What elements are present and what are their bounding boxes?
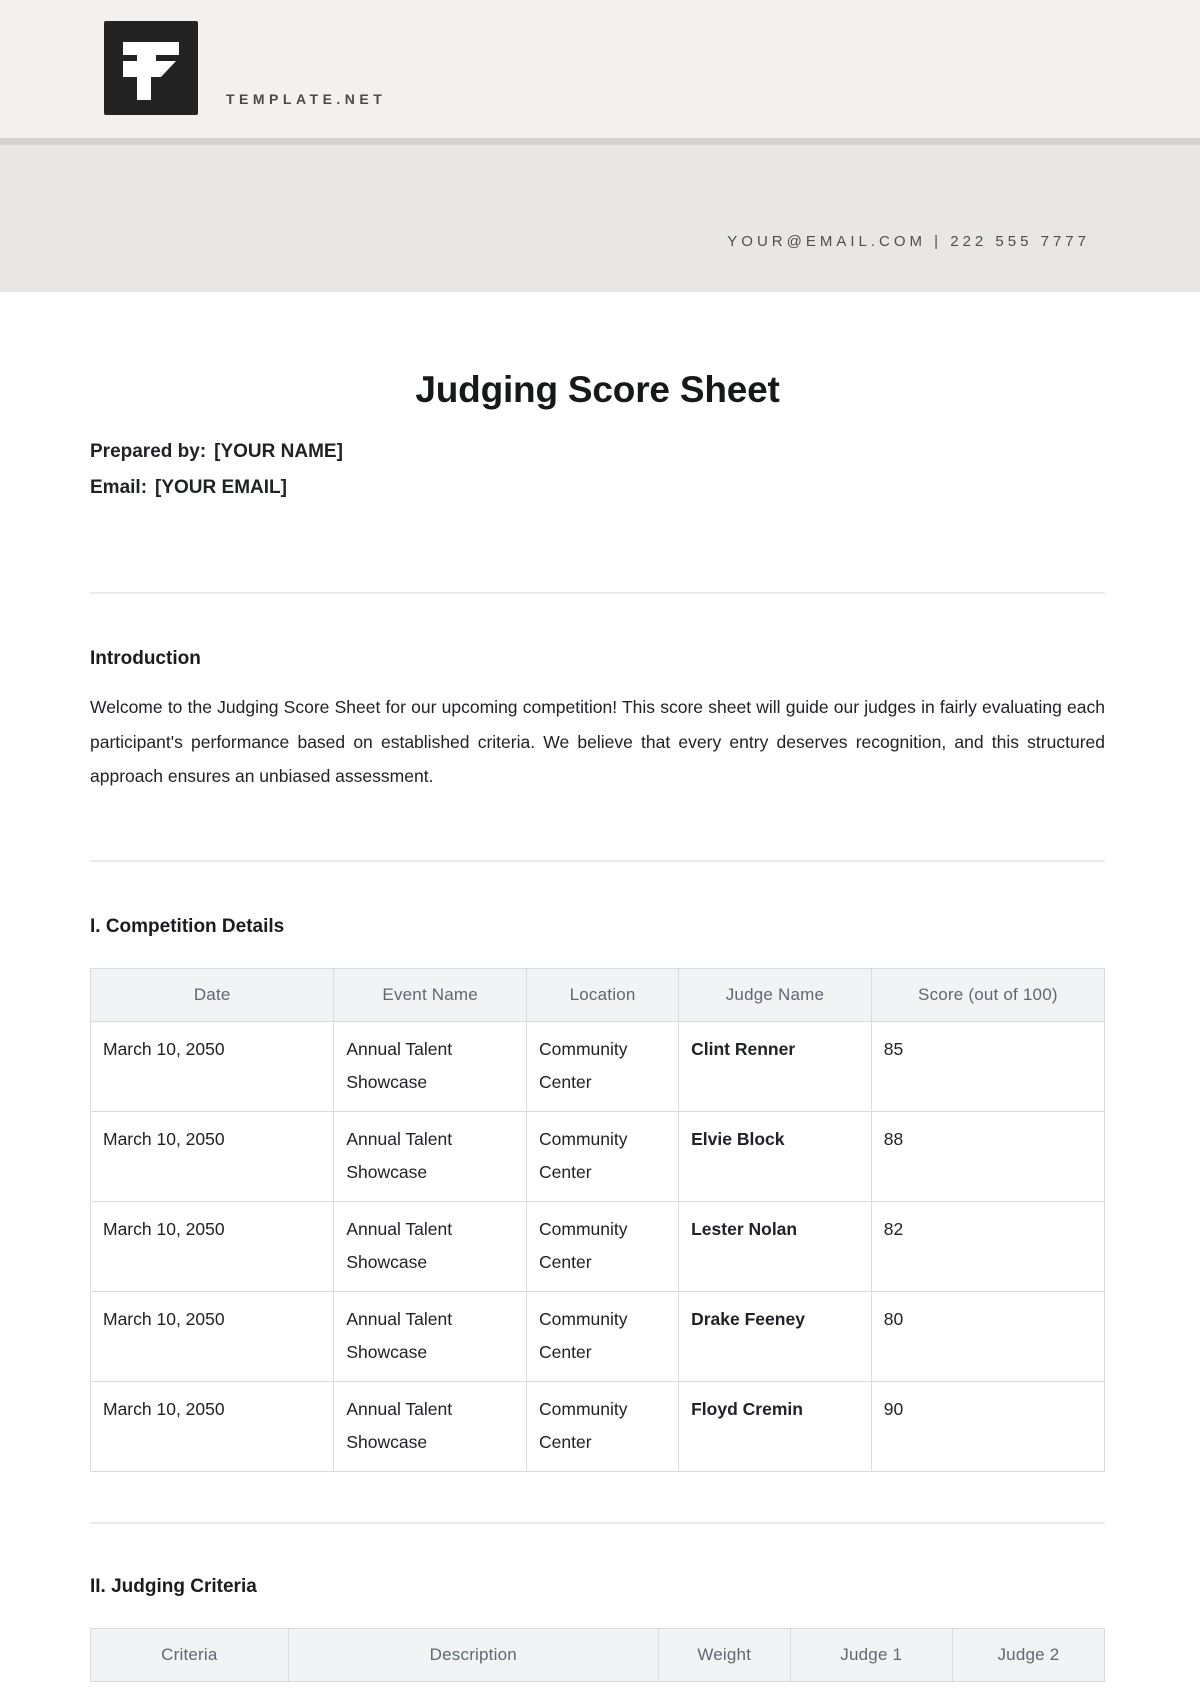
template-net-logo [104,21,198,115]
cell-event: Annual Talent Showcase [334,1021,527,1111]
cell-judge: Drake Feeney [679,1291,872,1381]
contact-info: YOUR@EMAIL.COM | 222 555 7777 [727,233,1090,250]
cell-date: March 10, 2050 [91,1111,334,1201]
cell-score: 90 [871,1381,1104,1471]
prepared-meta [90,434,1105,506]
cell-date: March 10, 2050 [91,1201,334,1291]
prepared-by-label: Prepared by: [90,441,207,462]
prepared-by-value: [YOUR NAME] [214,441,343,462]
section-divider [90,860,1105,862]
column-header-judge-2: Judge 2 [952,1628,1104,1681]
column-header-criteria: Criteria [91,1628,289,1681]
cell-judge: Elvie Block [679,1111,872,1201]
cell-location: Community Center [527,1021,679,1111]
document-content [0,368,1200,1682]
cell-date: March 10, 2050 [91,1021,334,1111]
table-row [91,1381,1105,1471]
section-competition-details [90,914,1105,1472]
introduction-heading: Introduction [90,648,201,669]
introduction-paragraph: Welcome to the Judging Score Sheet for our upcoming competition! This score sheet will guide our judges in fairly evaluating each participant's performance based on established criteria. We believe that every entry deserves recognition, and this structured approach ensures an unbiased assessment. [90,697,1105,786]
cell-score: 85 [871,1021,1104,1111]
cell-judge: Clint Renner [679,1021,872,1111]
judging-criteria-heading: II. Judging Criteria [90,1575,257,1597]
email-label: Email: [90,477,148,498]
email-value: [YOUR EMAIL] [155,477,287,498]
column-header-weight: Weight [658,1628,790,1681]
section-divider [90,592,1105,594]
column-header-event-name: Event Name [334,968,527,1021]
column-header-judge-1: Judge 1 [790,1628,952,1681]
page-title: Judging Score Sheet [415,369,780,410]
table-row [91,1111,1105,1201]
cell-event: Annual Talent Showcase [334,1381,527,1471]
cell-date: March 10, 2050 [91,1381,334,1471]
cell-location: Community Center [527,1291,679,1381]
column-header-score: Score (out of 100) [871,968,1104,1021]
table-row [91,1201,1105,1291]
judging-criteria-table [90,1628,1105,1682]
cell-event: Annual Talent Showcase [334,1291,527,1381]
cell-event: Annual Talent Showcase [334,1201,527,1291]
email-line [90,470,1105,506]
table-row [91,1291,1105,1381]
cell-score: 80 [871,1291,1104,1381]
column-header-description: Description [288,1628,658,1681]
cell-judge: Floyd Cremin [679,1381,872,1471]
cell-score: 88 [871,1111,1104,1201]
cell-judge: Lester Nolan [679,1201,872,1291]
header-contact-band [0,145,1200,292]
table-header-row [91,968,1105,1021]
prepared-by-line [90,434,1105,470]
header-separator [0,138,1200,145]
cell-event: Annual Talent Showcase [334,1111,527,1201]
brand-name: TEMPLATE.NET [226,91,387,107]
cell-location: Community Center [527,1381,679,1471]
section-divider [90,1522,1105,1524]
column-header-judge-name: Judge Name [679,968,872,1021]
logo-tf-glyph [104,21,198,115]
header-brand-band [0,0,1200,138]
competition-details-table [90,968,1105,1472]
competition-details-tbody [91,1021,1105,1471]
cell-location: Community Center [527,1201,679,1291]
cell-date: March 10, 2050 [91,1291,334,1381]
section-introduction [90,646,1105,794]
competition-details-heading: I. Competition Details [90,915,285,937]
cell-location: Community Center [527,1111,679,1201]
cell-score: 82 [871,1201,1104,1291]
section-judging-criteria [90,1574,1105,1682]
table-row [91,1021,1105,1111]
column-header-date: Date [91,968,334,1021]
table-header-row [91,1628,1105,1681]
column-header-location: Location [527,968,679,1021]
